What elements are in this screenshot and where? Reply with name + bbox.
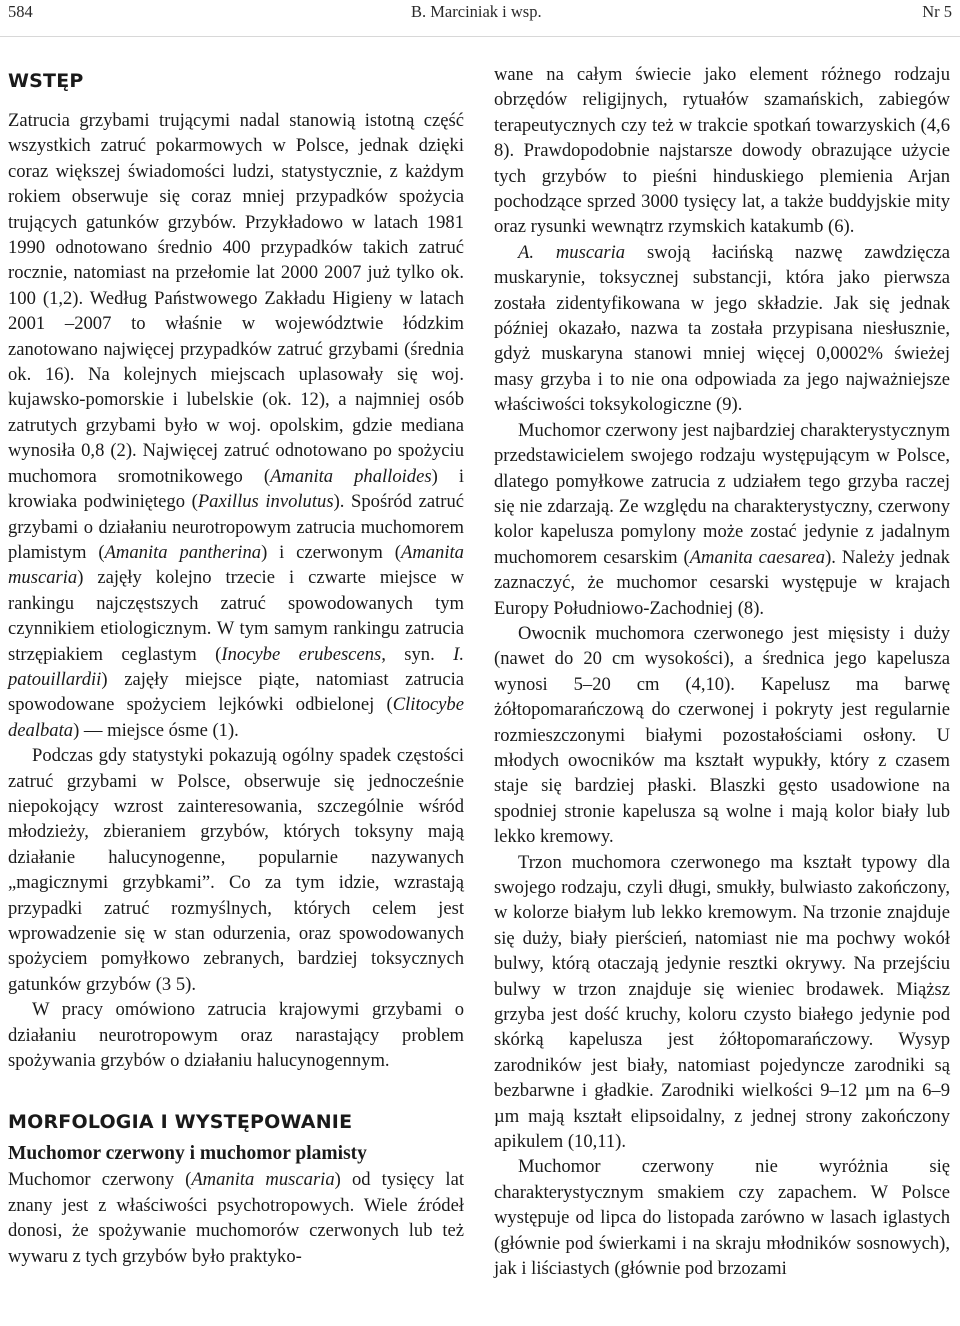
- text-run: ) i krowiaka podwiniętego (: [8, 465, 464, 513]
- section-heading-morphology: MORFOLOGIA I WYSTĘPOWANIE: [8, 1111, 353, 1134]
- header-rule: [0, 36, 960, 37]
- species-name: Amanita muscaria: [191, 1169, 335, 1191]
- right-column: [494, 62, 950, 1282]
- paragraph: Podczas gdy statystyki pokazują ogólny spadek częstości zatruć grzybami w Polsce, obserwuje się jednocześnie niepokojący wzrost zainteresowania, szczególnie wśród młodzieży, zbieraniem grzybów, których toksyny mają działanie halucynogenne, popularnie nazywanych „magicznymi grzybkami”. Co za tym idzie, wzrastają przypadki zatruć rozmyślnych, których celem jest wprowadzenie się w stan odurzenia, oraz spowodowanych spożyciem pomyłkowo zebranych, bardziej toksycznych gatunków grzybów (3 5).: [8, 745, 464, 995]
- section-heading-intro: WSTĘP: [8, 70, 84, 92]
- text-run: swoją łacińską nazwę zawdzięcza muskarynie, toksycznej substancji, która jako pierwsza została zidentyfikowana w jego składzie. Jak się jednak później okazało, nazwa ta została przypisana niesłusznie, gdyż muskaryna stanowi mniej więcej 0,0002% świeżej masy grzyba i to nie ona odpowiada za jego najważniejsze właściwości toksykologiczne (9).: [494, 241, 950, 416]
- issue-number: Nr 5: [922, 2, 952, 21]
- species-name: Amanita pantherina: [104, 541, 262, 563]
- paragraph: [8, 108, 464, 743]
- paragraph: Muchomor czerwony nie wyróżnia się charakterystycznym smakiem czy zapachem. W Polsce występuje od lipca do listopada zarówno w lasach iglastych (głównie pod świerkami i na skraju młodników sosnowych), jak i liściastych (głównie pod brzozami: [494, 1156, 950, 1280]
- page-number: 584: [8, 2, 33, 21]
- text-run: ) od tysięcy lat znany jest z właściwości psychotropowych. Wiele źródeł donosi, że spożywanie muchomorów czerwonych lub też wywaru z tych grzybów było praktyko-: [8, 1169, 464, 1267]
- species-name: Amanita muscaria: [8, 541, 464, 589]
- subsection-heading: Muchomor czerwony i muchomor plamisty: [8, 1143, 367, 1165]
- species-name: Paxillus involutus: [197, 491, 334, 513]
- running-header: [0, 0, 960, 28]
- text-run: ). Należy jednak zaznaczyć, że muchomor cesarski występuje w krajach Europy Południowo-Zachodniej (8).: [494, 546, 950, 619]
- species-name: Amanita caesarea: [689, 546, 826, 568]
- species-name: A. muscaria: [518, 241, 626, 263]
- text-run: ) zajęły kolejno trzecie i czwarte miejsce w rankingu najczęstszych zatruć spowodowanych tym czynnikiem etiologicznym. W tym samym rankingu zatrucia strzępiakiem ceglastym (: [8, 567, 464, 665]
- species-name: I. patouillardii: [8, 643, 464, 690]
- text-run: syn.: [385, 643, 454, 665]
- running-authors: B. Marciniak i wsp.: [411, 2, 542, 21]
- text-run: ) zajęły miejsce piąte, natomiast zatrucia spowodowane spożyciem lejkówki odbielonej (: [8, 668, 464, 716]
- species-name: Clitocybe dealbata: [8, 694, 464, 741]
- species-name: Inocybe erubescens,: [221, 643, 386, 665]
- text-run: Zatrucia grzybami trującymi nadal stanowią istotną część wszystkich zatruć pokarmowych w Polsce, jednak dzięki coraz większej świadomości ludzi, statystycznie, z każdym rokiem obserwuje się coraz mniej przypadków spożycia trujących gatunków grzybów. Przykładowo w latach 1981 1990 odnotowano średnio 400 przypadków takich zatruć rocznie, natomiast na przełomie lat 2000 2007 już tylko ok. 100 (1,2). Według Państwowego Zakładu Higieny w latach 2001 –2007 to właśnie w województwie łódzkim zanotowano najwięcej przypadków zatruć grzybami (średnia ok. 16). Na kolejnych miejscach uplasowały się woj. kujawsko-pomorskie i lubelskie (ok. 12), a najmniej osób zatrutych grzybami było w woj. opolskim, gdzie mediana wynosiła 0,8 (2). Najwięcej zatruć odnotowano po spożyciu muchomora sromotnikowego (: [8, 110, 464, 487]
- paragraph: [494, 240, 950, 418]
- text-run: ) i czerwonym (: [261, 541, 401, 563]
- paragraph: [8, 1167, 464, 1269]
- paragraph: Owocnik muchomora czerwonego jest mięsisty i duży (nawet do 20 cm wysokości), a średnica jego kapelusza wynosi 5–20 cm (4,10). Kapelusz ma barwę żółtopomarańczową do czerwonej i pokryty jest regularnie rozmieszczonymi białymi pozostałościami osłony. U młodych owocników ma kształt wypukły, który z czasem staje się bardziej płaski. Blaszki gęsto usadowione na spodniej stronie kapelusza są wolne i mają kolor biały lub lekko kremowy.: [494, 622, 950, 848]
- paragraph: [494, 418, 950, 621]
- text-run: Muchomor czerwony (: [8, 1169, 192, 1191]
- text-run: ) — miejsce ósme (1).: [73, 719, 239, 741]
- left-column: [8, 62, 464, 1269]
- paragraph: W pracy omówiono zatrucia krajowymi grzybami o działaniu neurotropowym oraz narastający problem spożywania grzybów o działaniu halucynogennym.: [8, 999, 464, 1072]
- text-run: Muchomor czerwony jest najbardziej charakterystycznym przedstawicielem swojego rodzaju występującym w Polsce, dlatego pomyłkowe zatrucia z udziałem tego grzyba raczej się nie zdarzają. Ze względu na charakterystyczny, czerwony kolor kapelusza pomylony może zostać jedynie z jadalnym muchomorem cesarskim (: [494, 419, 950, 568]
- paragraph: wane na całym świecie jako element różnego rodzaju obrzędów religijnych, rytuałów szamańskich, zabiegów terapeutycznych czy też w trakcie spotkań towarzyskich (4,6 8). Prawdopodobnie najstarsze dowody obrazujące użycie tych grzybów to pieśni hinduskiego plemienia Arjan pochodzące sprzed 3000 tysięcy lat, a także buddyjskie mity oraz rysunki wewnątrz rzymskich katakumb (6).: [494, 64, 950, 238]
- text-run: ). Spośród zatruć grzybami o działaniu neurotropowym zatrucia muchomorem plamistym (: [8, 491, 465, 563]
- species-name: Amanita phalloides: [270, 465, 432, 487]
- paragraph: Trzon muchomora czerwonego ma kształt typowy dla swojego rodzaju, czyli długi, smukły, bulwiasto zakończony, w kolorze białym lub lekko kremowym. Na trzonie znajduje się duży, biały pierścień, natomiast nie ma pochwy wokół bulwy, którą otaczają jedynie resztki okrywy. Na przejściu bulwy w trzon znajduje się wieniec brodawek. Miąższ grzyba jest dość kruchy, koloru czysto białego jedynie pod skórką kapelusza jest żółtopomarańczowy. Wysyp zarodników jest biały, natomiast pojedyncze zarodniki są bezbarwne i gładkie. Zarodniki wielkości 9–12 µm na 6–9 µm mają kształt elipsoidalny, z jednej strony zakończony apikulem (10,11).: [494, 851, 950, 1153]
